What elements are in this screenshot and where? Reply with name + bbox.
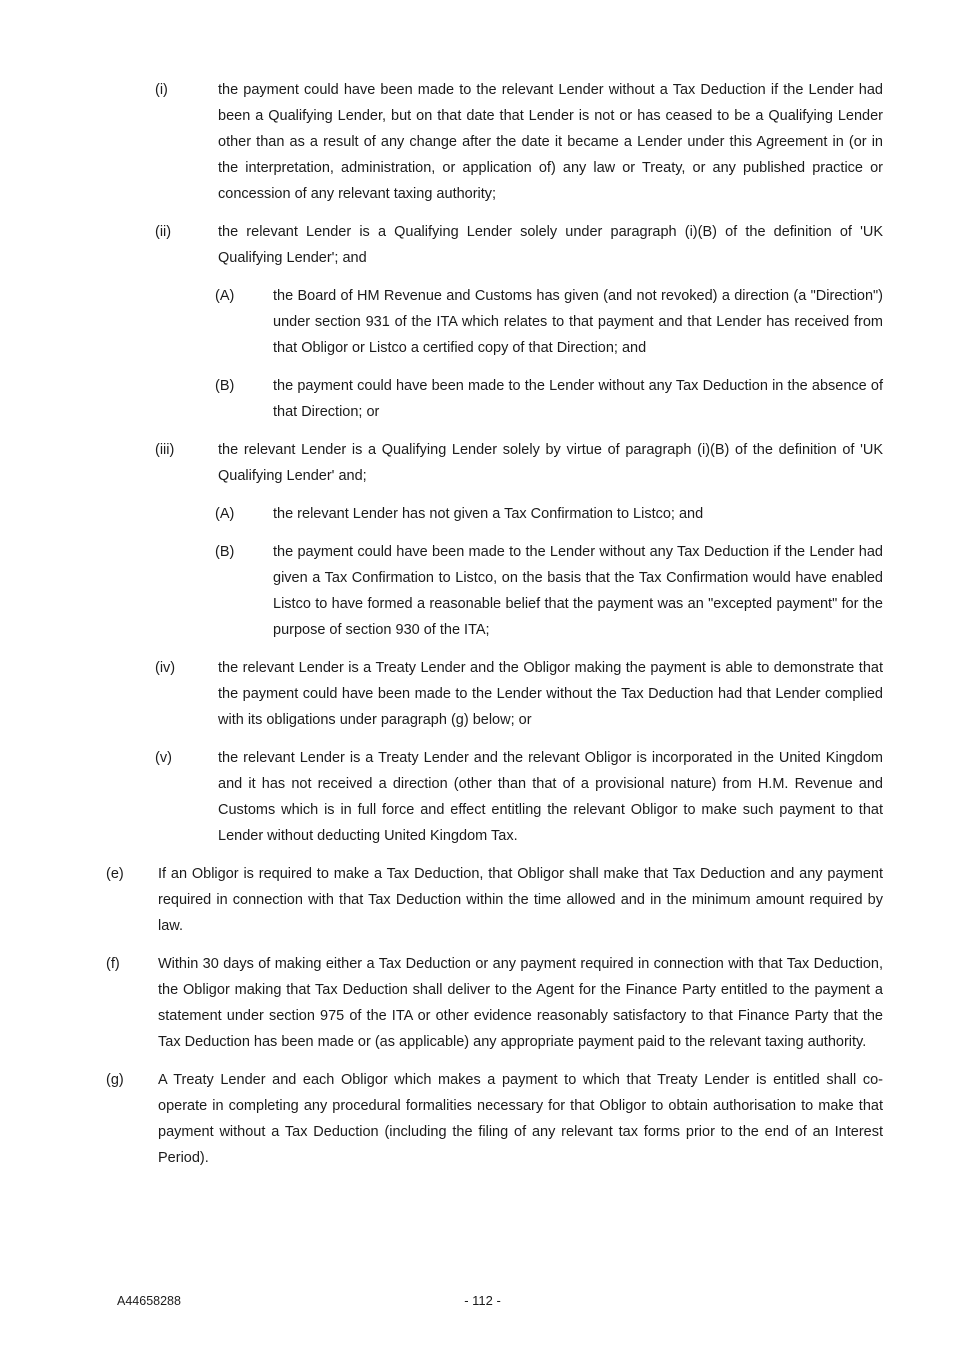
clause-iii-A [215, 501, 883, 527]
clause-text: A Treaty Lender and each Obligor which makes a payment to which that Treaty Lender is entitled shall co-operate in completing any procedural formalities necessary for that Obligor to obtain authorisation to make that payment without a Tax Deduction (including the filing of any relevant tax forms prior to the end of an Interest Period). [158, 1072, 883, 1166]
clause-ii-B [215, 373, 883, 425]
clause-text: the payment could have been made to the relevant Lender without a Tax Deduction if the Lender had been a Qualifying Lender, but on that date that Lender is not or has ceased to be a Qualifying Lender other than as a result of any change after the date it became a Lender under this Agreement in (or in the interpretation, administration, or application of) any law or Treaty, or any published practice or concession of any relevant taxing authority; [218, 82, 883, 202]
clause-iii-B [215, 539, 883, 643]
list-marker: (ii) [155, 224, 172, 240]
list-marker: (iii) [155, 442, 175, 458]
list-marker: (f) [106, 956, 120, 972]
clause-text: the relevant Lender is a Qualifying Lender solely by virtue of paragraph (i)(B) of the definition of 'UK Qualifying Lender' and; [218, 442, 883, 484]
list-marker: (i) [155, 82, 168, 98]
clause-f [106, 951, 883, 1055]
document-body [0, 77, 965, 1183]
clause-text: the relevant Lender is a Qualifying Lender solely under paragraph (i)(B) of the definition of 'UK Qualifying Lender'; and [218, 224, 883, 266]
clause-text: the relevant Lender is a Treaty Lender and the relevant Obligor is incorporated in the United Kingdom and it has not received a direction (other than that of a provisional nature) from H.M. Revenue and Customs which is in full force and effect entitling the relevant Obligor to make such payment to that Lender without deducting United Kingdom Tax. [218, 750, 883, 844]
clause-text: Within 30 days of making either a Tax Deduction or any payment required in connection with that Tax Deduction, the Obligor making that Tax Deduction shall deliver to the Agent for the Finance Party entitled to the payment a statement under section 975 of the ITA or other evidence reasonably satisfactory to that Finance Party that the Tax Deduction has been made or (as applicable) any appropriate payment paid to the relevant taxing authority. [158, 956, 883, 1050]
list-marker: (e) [106, 866, 124, 882]
clause-iii [155, 437, 883, 489]
list-marker: (A) [215, 506, 235, 522]
clause-iv [155, 655, 883, 733]
list-marker: (B) [215, 544, 235, 560]
list-marker: (A) [215, 288, 235, 304]
list-marker: (B) [215, 378, 235, 394]
clause-text: the relevant Lender is a Treaty Lender and the Obligor making the payment is able to demonstrate that the payment could have been made to the Lender without the Tax Deduction had that Lender complied with its obligations under paragraph (g) below; or [218, 660, 883, 728]
list-marker: (v) [155, 750, 172, 766]
clause-text: If an Obligor is required to make a Tax Deduction, that Obligor shall make that Tax Deduction and any payment required in connection with that Tax Deduction within the time allowed and in the minimum amount required by law. [158, 866, 883, 934]
clause-ii [155, 219, 883, 271]
clause-text: the relevant Lender has not given a Tax Confirmation to Listco; and [273, 506, 704, 522]
page-number: - 112 - [464, 1293, 501, 1308]
clause-i [155, 77, 883, 207]
clause-text: the payment could have been made to the Lender without any Tax Deduction in the absence of that Direction; or [273, 378, 883, 420]
clause-e [106, 861, 883, 939]
document-id: A44658288 [117, 1294, 181, 1308]
clause-text: the payment could have been made to the Lender without any Tax Deduction if the Lender had given a Tax Confirmation to Listco, on the basis that the Tax Confirmation would have enabled Listco to have formed a reasonable belief that the payment was an "excepted payment" for the purpose of section 930 of the ITA; [273, 544, 883, 638]
list-marker: (g) [106, 1072, 124, 1088]
clause-v [155, 745, 883, 849]
clause-g [106, 1067, 883, 1171]
clause-ii-A [215, 283, 883, 361]
list-marker: (iv) [155, 660, 176, 676]
clause-text: the Board of HM Revenue and Customs has given (and not revoked) a direction (a "Direction") under section 931 of the ITA which relates to that payment and that Lender has received from that Obligor or Listco a certified copy of that Direction; and [273, 288, 883, 356]
